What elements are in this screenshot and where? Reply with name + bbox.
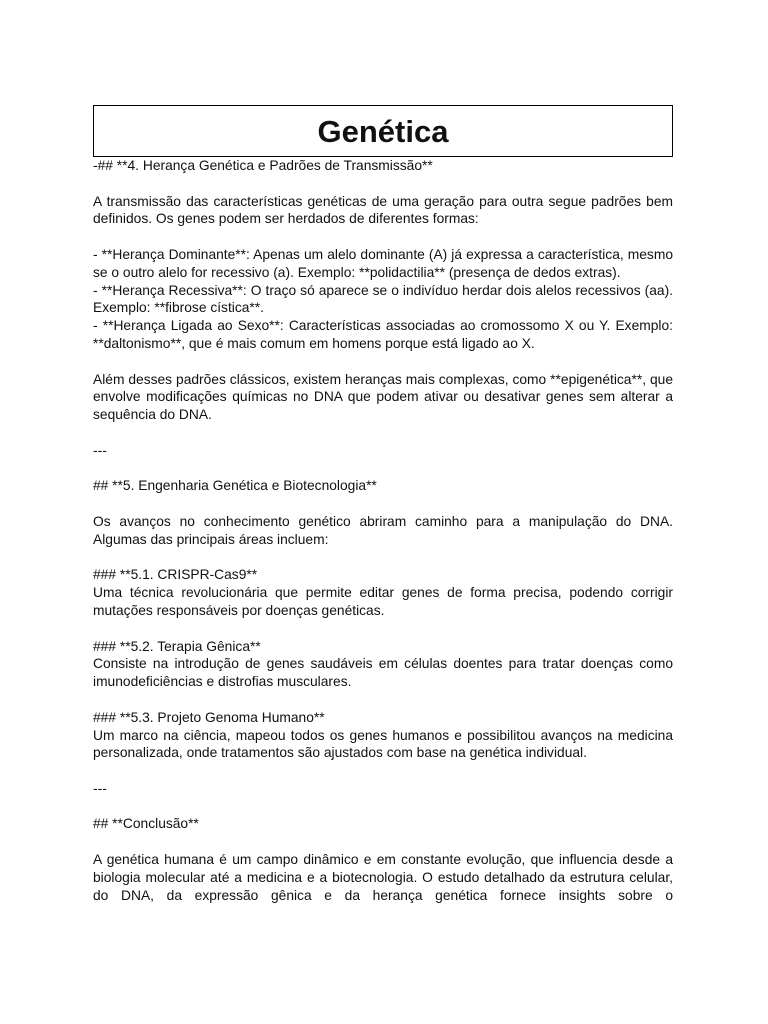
paragraph-transmission: A transmissão das características genéticas de uma geração para outra segue padrões bem definidos. Os genes podem ser herdados de diferentes formas: xyxy=(93,193,673,227)
paragraph-gene-therapy: Consiste na introdução de genes saudáveis em células doentes para tratar doenças como imunodeficiências e distrofias musculares. xyxy=(93,656,673,690)
blank-line xyxy=(93,833,673,851)
list-item-recessive: - **Herança Recessiva**: O traço só aparece se o indivíduo herdar dois alelos recessivos (aa). Exemplo: **fibrose cística**. xyxy=(93,282,673,316)
conclusion-heading: ## **Conclusão** xyxy=(93,816,199,832)
section-5-heading: ## **5. Engenharia Genética e Biotecnologia** xyxy=(93,478,377,494)
paragraph-conclusion: A genética humana é um campo dinâmico e em constante evolução, que influencia desde a biologia molecular até a medicina e a biotecnologia. O estudo detalhado da estrutura celular, do DNA, da expressão gênica e da herança genética fornece insights sobre o xyxy=(93,852,673,903)
blank-line xyxy=(93,691,673,709)
subsection-genome-project-heading: ### **5.3. Projeto Genoma Humano** xyxy=(93,709,325,725)
paragraph-genome-project: Um marco na ciência, mapeou todos os genes humanos e possibilitou avanços na medicina personalizada, onde tratamentos são ajustados com base na genética individual. xyxy=(93,727,673,761)
blank-line xyxy=(93,175,673,193)
paragraph-crispr: Uma técnica revolucionária que permite editar genes de forma precisa, podendo corrigir mutações responsáveis por doenças genéticas. xyxy=(93,585,673,618)
separator: --- xyxy=(93,780,107,796)
subsection-gene-therapy-heading: ### **5.2. Terapia Gênica** xyxy=(93,638,261,654)
blank-line xyxy=(93,549,673,567)
subsection-crispr-heading: ### **5.1. CRISPR-Cas9** xyxy=(93,567,258,583)
blank-line xyxy=(93,353,673,371)
blank-line xyxy=(93,460,673,478)
blank-line xyxy=(93,424,673,442)
paragraph-epigenetics: Além desses padrões clássicos, existem heranças mais complexas, como **epigenética**, que envolve modificações químicas no DNA que podem ativar ou desativar genes sem alterar a sequência do DNA. xyxy=(93,371,673,423)
blank-line xyxy=(93,620,673,638)
blank-line xyxy=(93,762,673,780)
list-item-sex-linked: - **Herança Ligada ao Sexo**: Características associadas ao cromossomo X ou Y. Exemplo: **daltonismo**, que é mais comum em homens porque está ligado ao X. xyxy=(93,318,673,351)
separator: --- xyxy=(93,442,107,458)
title-box xyxy=(93,105,673,157)
section-4-heading: -## **4. Herança Genética e Padrões de Transmissão** xyxy=(93,158,433,173)
list-item-dominant: - **Herança Dominante**: Apenas um alelo dominante (A) já expressa a característica, mesmo se o outro alelo for recessivo (a). Exemplo: **polidactilia** (presença de dedos extras). xyxy=(93,246,673,280)
blank-line xyxy=(93,495,673,513)
paragraph-advances: Os avanços no conhecimento genético abriram caminho para a manipulação do DNA. Algumas das principais áreas incluem: xyxy=(93,513,673,547)
blank-line xyxy=(93,798,673,816)
document-page xyxy=(93,105,673,904)
document-body xyxy=(93,157,673,904)
blank-line xyxy=(93,228,673,246)
page-title: Genética xyxy=(317,113,449,149)
